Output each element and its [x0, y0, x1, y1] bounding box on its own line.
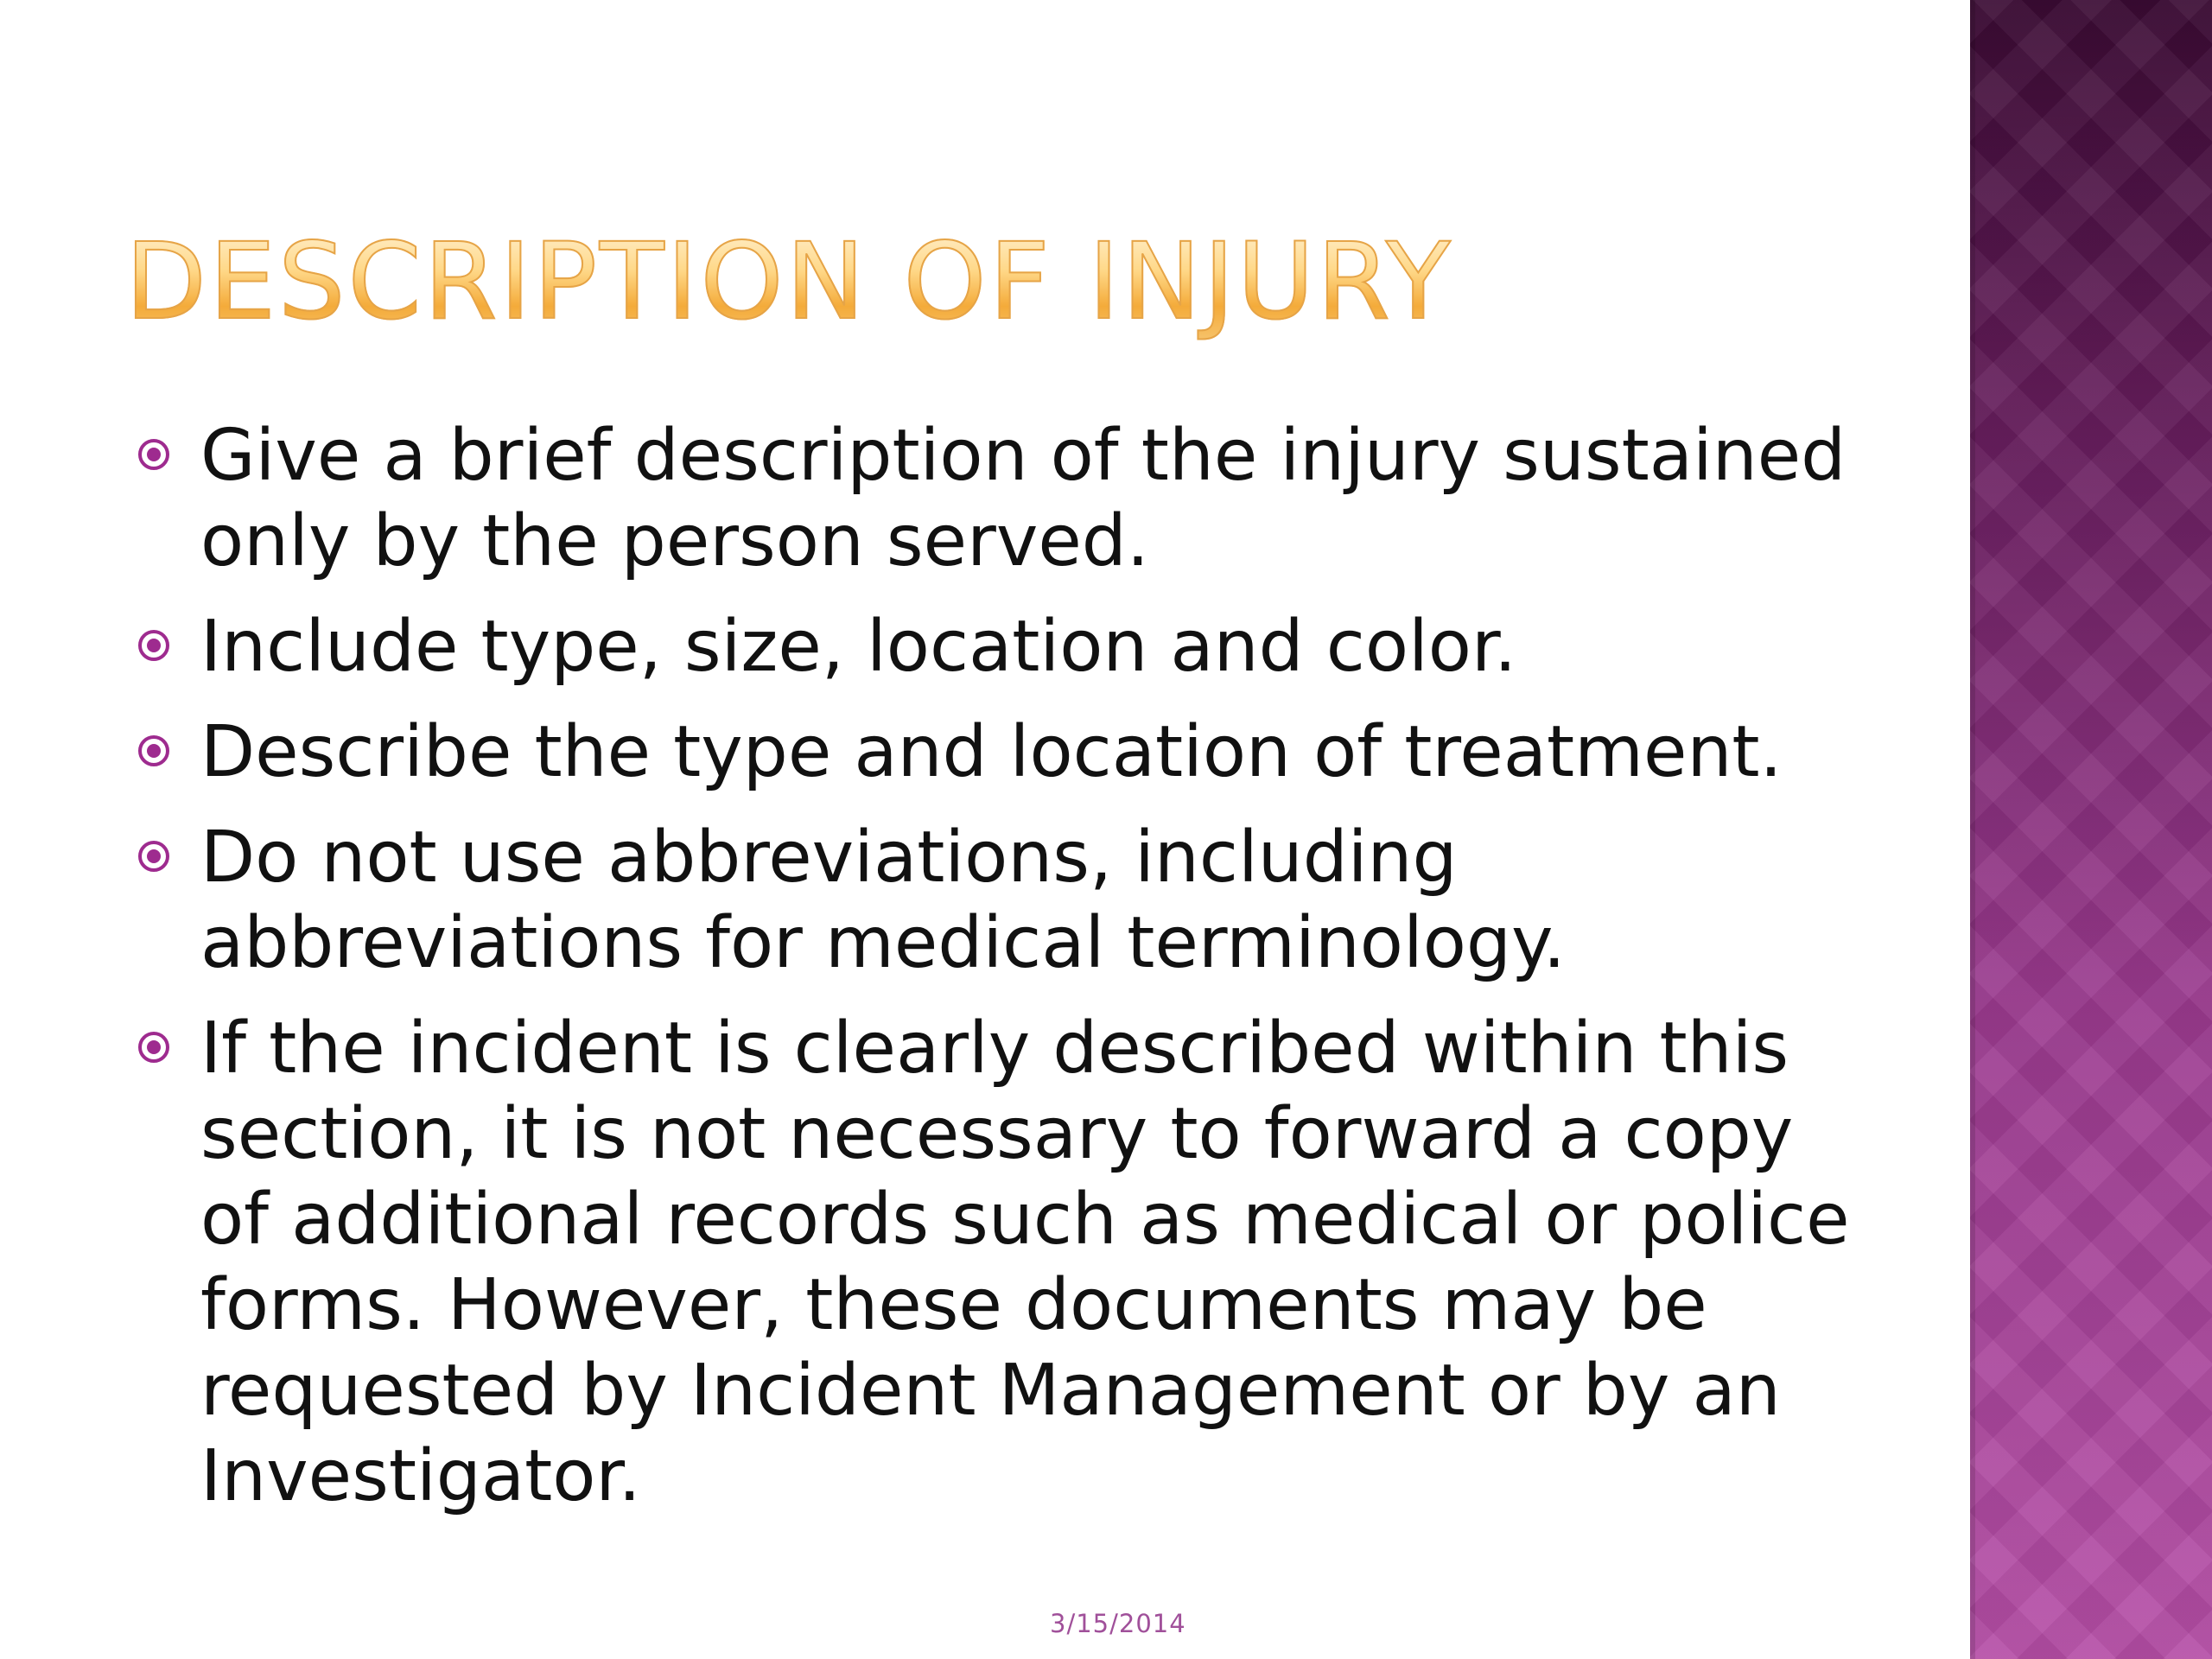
bullet-text: Do not use abbreviations, including abbreviations for medical terminology.: [200, 817, 1566, 984]
circle-dot-icon: [138, 439, 169, 470]
bullet-item: [138, 413, 1875, 584]
decorative-sidebar: [1970, 0, 2212, 1659]
bullet-text: Include type, size, location and color.: [200, 606, 1517, 688]
bullet-text: Describe the type and location of treatment.: [200, 711, 1783, 793]
slide-title: DESCRIPTION OF INJURY: [125, 220, 1453, 343]
circle-dot-icon: [138, 630, 169, 661]
bullet-text: If the incident is clearly described within this section, it is not necessary to forward a copy of additional records such as medical or police forms. However, these documents may be requested by Incident Management or by an Investigator.: [200, 1007, 1850, 1517]
circle-dot-icon: [138, 735, 169, 766]
sidebar-edge: [1970, 0, 1975, 1659]
circle-dot-icon: [138, 841, 169, 872]
bullet-item: [138, 1006, 1875, 1519]
bullet-item: [138, 604, 1875, 690]
circle-dot-icon: [138, 1032, 169, 1063]
bullet-text: Give a brief description of the injury sustained only by the person served.: [200, 415, 1847, 582]
bullet-list: [138, 413, 1875, 1539]
bullet-item: [138, 815, 1875, 986]
bullet-item: [138, 709, 1875, 795]
footer-date: 3/15/2014: [1050, 1609, 1186, 1638]
